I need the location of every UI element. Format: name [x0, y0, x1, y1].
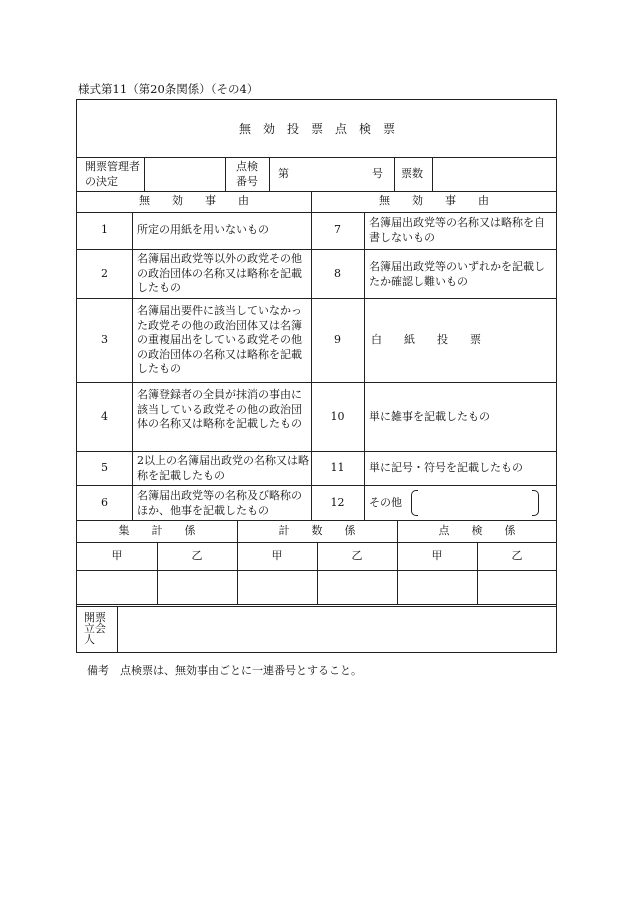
ko-label: 甲	[111, 549, 123, 562]
check-number-label: 点検番号	[236, 160, 258, 188]
reason-number: 12	[330, 496, 345, 509]
reason-text: 名簿届出政党等のいずれかを記載したか確認し難いもの	[369, 260, 545, 288]
reason-text: 名簿届出政党等以外の政党その他の政治団体の名称又は略称を記載したもの	[137, 252, 302, 294]
reason-text: 所定の用紙を用いないもの	[137, 223, 269, 236]
reason-text: 単に雑事を記載したもの	[369, 410, 490, 423]
decision-label: 開票管理者の決定	[85, 160, 140, 188]
reason-number: 3	[101, 333, 108, 346]
reason-number: 6	[101, 496, 108, 509]
form-number-header: 様式第11（第20条関係）（その4）	[78, 82, 259, 96]
reason-number: 7	[334, 223, 341, 236]
reason-text: 単に記号・符号を記載したもの	[369, 461, 523, 474]
reason-text: 名簿届出政党等の名称及び略称のほか、他事を記載したもの	[137, 489, 302, 517]
reason-number: 11	[330, 461, 345, 474]
open-bracket-icon	[411, 490, 418, 516]
go-label: 号	[372, 167, 383, 180]
invalid-reason-header-right: 無 効 事 由	[379, 194, 489, 207]
close-bracket-icon	[532, 490, 539, 516]
ko-label: 甲	[271, 549, 283, 562]
dai-label: 第	[278, 167, 289, 180]
invalid-vote-inspection-form	[76, 99, 557, 653]
tally-clerk-header: 集 計 係	[118, 524, 196, 537]
reason-text: その他	[369, 496, 402, 509]
otsu-label: 乙	[191, 549, 203, 562]
reason-number: 1	[101, 223, 108, 236]
reason-number: 4	[101, 410, 108, 423]
otsu-label: 乙	[351, 549, 363, 562]
inspection-clerk-header: 点 検 係	[438, 524, 516, 537]
reason-text: 名簿登録者の全員が抹消の事由に該当している政党その他の政治団体の名称又は略称を記載したもの	[137, 388, 302, 430]
reason-text: 白 紙 投 票	[371, 333, 481, 346]
ko-label: 甲	[431, 549, 443, 562]
otsu-label: 乙	[511, 549, 523, 562]
counting-clerk-header: 計 数 係	[278, 524, 356, 537]
remarks-note: 備考 点検票は、無効事由ごとに一連番号とすること。	[87, 664, 362, 677]
reason-number: 2	[101, 267, 108, 280]
invalid-reason-header-left: 無 効 事 由	[139, 194, 249, 207]
vote-count-label: 票数	[401, 167, 423, 180]
witness-label: 開票立会人	[84, 611, 106, 646]
reason-text: 名簿届出政党等の名称又は略称を自書しないもの	[369, 216, 545, 244]
reason-number: 5	[101, 461, 108, 474]
reason-text: 2以上の名簿届出政党の名称又は略称を記載したもの	[137, 454, 309, 482]
reason-number: 9	[334, 333, 341, 346]
reason-number: 10	[330, 410, 345, 423]
reason-text: 名簿届出要件に該当していなかった政党その他の政治団体又は名簿の重複届出をしている政党その他の政治団体の名称又は略称を記載したもの	[137, 304, 302, 375]
form-title: 無 効 投 票 点 検 票	[238, 122, 395, 136]
reason-number: 8	[334, 267, 341, 280]
